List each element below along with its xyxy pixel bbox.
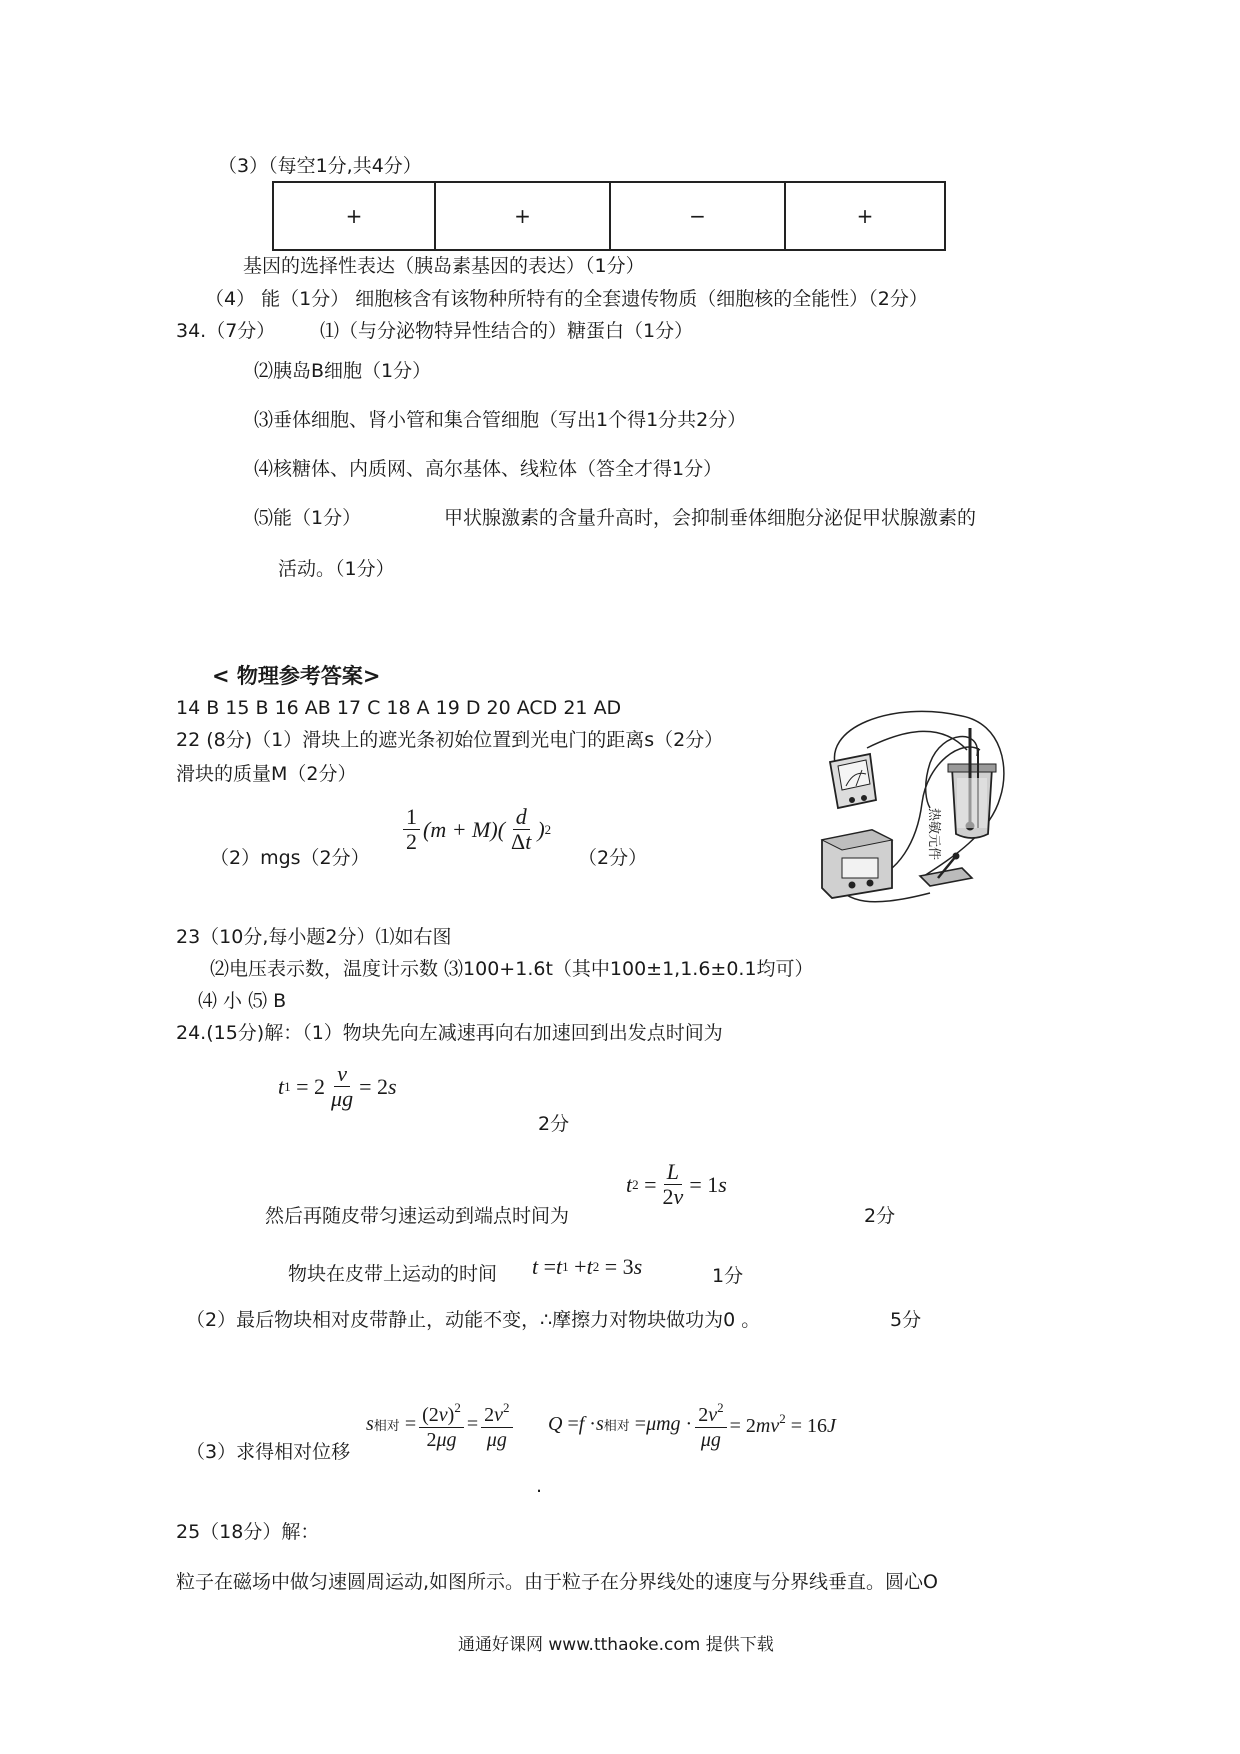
- q23-line2: ⑵电压表示数，温度计示数 ⑶100+1.6t（其中100±1,1.6±0.1均可）: [210, 958, 814, 980]
- q34-part1: ⑴（与分泌物特异性结合的）糖蛋白（1分）: [320, 320, 694, 342]
- q24-part2: （2）最后物块相对皮带静止，动能不变，∴摩擦力对物块做功为0 。: [186, 1309, 761, 1331]
- answer-table: [272, 181, 946, 251]
- subscript-relative: 相对: [603, 1418, 630, 1434]
- q22-kinetic-formula: $\frac{1}{2}$ (m + M)( $\frac{d}{\Delta t}$ ) 2: [400, 805, 551, 854]
- q34-part4: ⑷核糖体、内质网、高尔基体、线粒体（答全才得1分）: [254, 458, 723, 480]
- q3-header: （3）（每空1分,共4分）: [218, 155, 422, 177]
- q25-part1: 粒子在磁场中做匀速圆周运动,如图所示。由于粒子在分界线处的速度与分界线垂直。圆心O: [176, 1571, 938, 1593]
- footer-text: 通通好课网 www.tthaoke.com 提供下载: [458, 1635, 774, 1655]
- table-cell: +: [435, 182, 610, 250]
- multiple-choice-answers: 14 B 15 B 16 AB 17 C 18 A 19 D 20 ACD 21 AD: [176, 697, 622, 719]
- q22-line2: 滑块的质量M（2分）: [176, 763, 357, 785]
- circuit-diagram: [812, 708, 1024, 906]
- q34-part5c: 活动。（1分）: [278, 558, 395, 580]
- q22-line3a: （2）mgs（2分）: [210, 847, 370, 869]
- table-cell: +: [273, 182, 435, 250]
- q24-heat-formula: Q = f · s 相对 = μmg · $\frac{2v^2}{\mu g}$ = $2mv^2 = 16J$: [548, 1396, 836, 1452]
- q34-part2: ⑵胰岛B细胞（1分）: [254, 360, 432, 382]
- q24-t2-formula: t 2 = $\frac{L}{2v}$ = 1s: [626, 1159, 727, 1209]
- dot-mark: .: [536, 1475, 543, 1497]
- q34-part5b: 甲状腺激素的含量升高时，会抑制垂体细胞分泌促甲状腺激素的: [444, 507, 977, 529]
- table-cell: +: [785, 182, 945, 250]
- q4-line: （4） 能（1分） 细胞核含有该物种所特有的全套遗传物质（细胞核的全能性）（2分）: [205, 288, 928, 310]
- q34-part3: ⑶垂体细胞、肾小管和集合管细胞（写出1个得1分共2分）: [254, 409, 747, 431]
- q24-score1: 2分: [538, 1113, 570, 1135]
- q24-score4: 5分: [890, 1309, 922, 1331]
- q23-line1: 23（10分,每小题2分）⑴如右图: [176, 926, 452, 948]
- voltmeter: [830, 754, 876, 808]
- q23-line3: ⑷ 小 ⑸ B: [198, 990, 287, 1012]
- q34-title: 34.（7分）: [176, 320, 276, 342]
- table-cell: −: [610, 182, 785, 250]
- q34-part5a: ⑸能（1分）: [254, 507, 362, 529]
- q25-title: 25（18分）解：: [176, 1521, 320, 1543]
- q24-score3: 1分: [712, 1265, 744, 1287]
- physics-heading: < 物理参考答案>: [212, 664, 381, 688]
- q24-t1-formula: t 1 = 2 $\frac{v}{\mu g}$ = 2s: [278, 1061, 397, 1111]
- q24-score2: 2分: [864, 1205, 896, 1227]
- q22-line3b: （2分）: [578, 847, 648, 869]
- q24-relative-displacement-formula: s 相对 = $\frac{(2v)^2}{2\mu g}$ = $\frac{2v^2}{\mu g}$: [366, 1396, 516, 1452]
- q24-t-formula: t = t 1 + t 2 = 3s: [532, 1254, 643, 1279]
- q24-t-text: 物块在皮带上运动的时间: [288, 1263, 498, 1285]
- q3-note: 基因的选择性表达（胰岛素基因的表达）（1分）: [243, 255, 645, 277]
- diagram-label: 热敏元件: [926, 808, 941, 861]
- power-supply: [822, 830, 892, 898]
- q24-t2-text: 然后再随皮带匀速运动到端点时间为: [265, 1205, 570, 1227]
- q24-title: 24.(15分)解：（1）物块先向左减速再向右加速回到出发点时间为: [176, 1022, 723, 1044]
- q24-part3: （3）求得相对位移: [186, 1441, 351, 1463]
- q22-line1: 22 (8分)（1）滑块上的遮光条初始位置到光电门的距离s（2分）: [176, 729, 724, 751]
- subscript-relative: 相对: [373, 1418, 400, 1434]
